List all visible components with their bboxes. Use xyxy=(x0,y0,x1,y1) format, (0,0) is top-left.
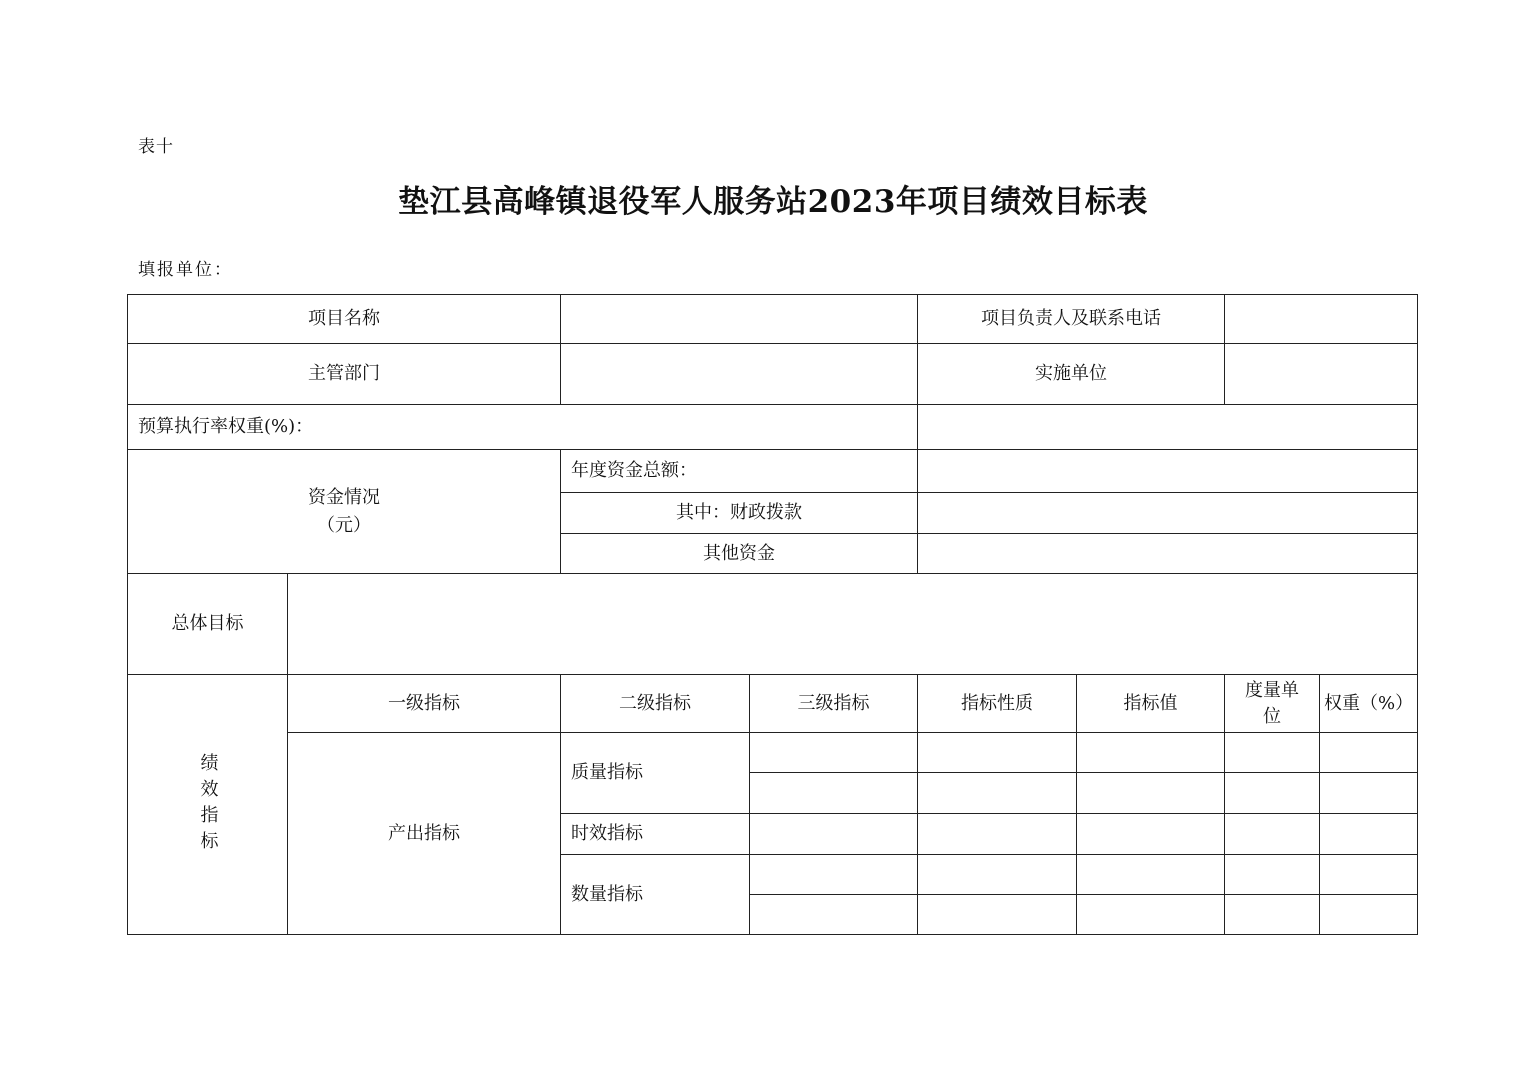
table-number-label: 表十 xyxy=(138,137,174,157)
table-cell[interactable] xyxy=(749,854,918,895)
table-cell[interactable] xyxy=(749,813,918,855)
owner-contact-label: 项目负责人及联系电话 xyxy=(917,294,1225,344)
funds-label xyxy=(127,449,561,574)
table-cell[interactable] xyxy=(1319,813,1418,855)
budget-weight-value[interactable] xyxy=(917,404,1418,450)
finance-funds-label: 其中：财政拨款 xyxy=(560,492,918,534)
header-value: 指标值 xyxy=(1076,674,1225,733)
table-cell[interactable] xyxy=(749,732,918,773)
dept-value[interactable] xyxy=(560,343,918,405)
annual-total-value[interactable] xyxy=(917,449,1418,493)
funds-label-line2: （元） xyxy=(317,514,371,536)
table-cell[interactable] xyxy=(917,813,1077,855)
header-level2: 二级指标 xyxy=(560,674,750,733)
dept-label: 主管部门 xyxy=(127,343,561,405)
table-cell[interactable] xyxy=(1224,772,1320,814)
header-weight: 权重（%） xyxy=(1319,674,1418,733)
project-name-value[interactable] xyxy=(560,294,918,344)
indicator-group-text: 绩效指标 xyxy=(197,752,219,857)
table-cell[interactable] xyxy=(1319,772,1418,814)
table-cell[interactable] xyxy=(1224,894,1320,935)
quality-indicator-label: 质量指标 xyxy=(560,732,750,814)
document-title: 垫江县高峰镇退役军人服务站2023年项目绩效目标表 xyxy=(398,184,1148,220)
owner-contact-value[interactable] xyxy=(1224,294,1418,344)
table-cell[interactable] xyxy=(1076,854,1225,895)
table-cell[interactable] xyxy=(1076,772,1225,814)
indicator-group-label xyxy=(127,674,288,935)
header-level1: 一级指标 xyxy=(287,674,561,733)
table-cell[interactable] xyxy=(1224,732,1320,773)
quantity-indicator-label: 数量指标 xyxy=(560,854,750,935)
table-cell[interactable] xyxy=(917,732,1077,773)
funds-label-line1: 资金情况 xyxy=(308,486,380,508)
overall-goal-value[interactable] xyxy=(287,573,1418,675)
budget-weight-label: 预算执行率权重(%)： xyxy=(127,404,918,450)
table-cell[interactable] xyxy=(917,854,1077,895)
table-cell[interactable] xyxy=(1076,732,1225,773)
table-cell[interactable] xyxy=(1076,894,1225,935)
table-cell[interactable] xyxy=(1076,813,1225,855)
output-indicator-label: 产出指标 xyxy=(287,732,561,935)
finance-funds-value[interactable] xyxy=(917,492,1418,534)
header-unit: 度量单位 xyxy=(1224,674,1320,733)
table-cell[interactable] xyxy=(1319,854,1418,895)
header-level3: 三级指标 xyxy=(749,674,918,733)
table-cell[interactable] xyxy=(1224,854,1320,895)
annual-total-label: 年度资金总额： xyxy=(560,449,918,493)
overall-goal-label: 总体目标 xyxy=(127,573,288,675)
fill-unit-label: 填报单位： xyxy=(138,260,233,280)
header-nature: 指标性质 xyxy=(917,674,1077,733)
table-cell[interactable] xyxy=(1319,894,1418,935)
timeliness-indicator-label: 时效指标 xyxy=(560,813,750,855)
impl-unit-value[interactable] xyxy=(1224,343,1418,405)
other-funds-value[interactable] xyxy=(917,533,1418,574)
table-cell[interactable] xyxy=(917,894,1077,935)
table-cell[interactable] xyxy=(749,894,918,935)
table-cell[interactable] xyxy=(1319,732,1418,773)
table-cell[interactable] xyxy=(749,772,918,814)
project-name-label: 项目名称 xyxy=(127,294,561,344)
other-funds-label: 其他资金 xyxy=(560,533,918,574)
table-cell[interactable] xyxy=(1224,813,1320,855)
table-cell[interactable] xyxy=(917,772,1077,814)
impl-unit-label: 实施单位 xyxy=(917,343,1225,405)
